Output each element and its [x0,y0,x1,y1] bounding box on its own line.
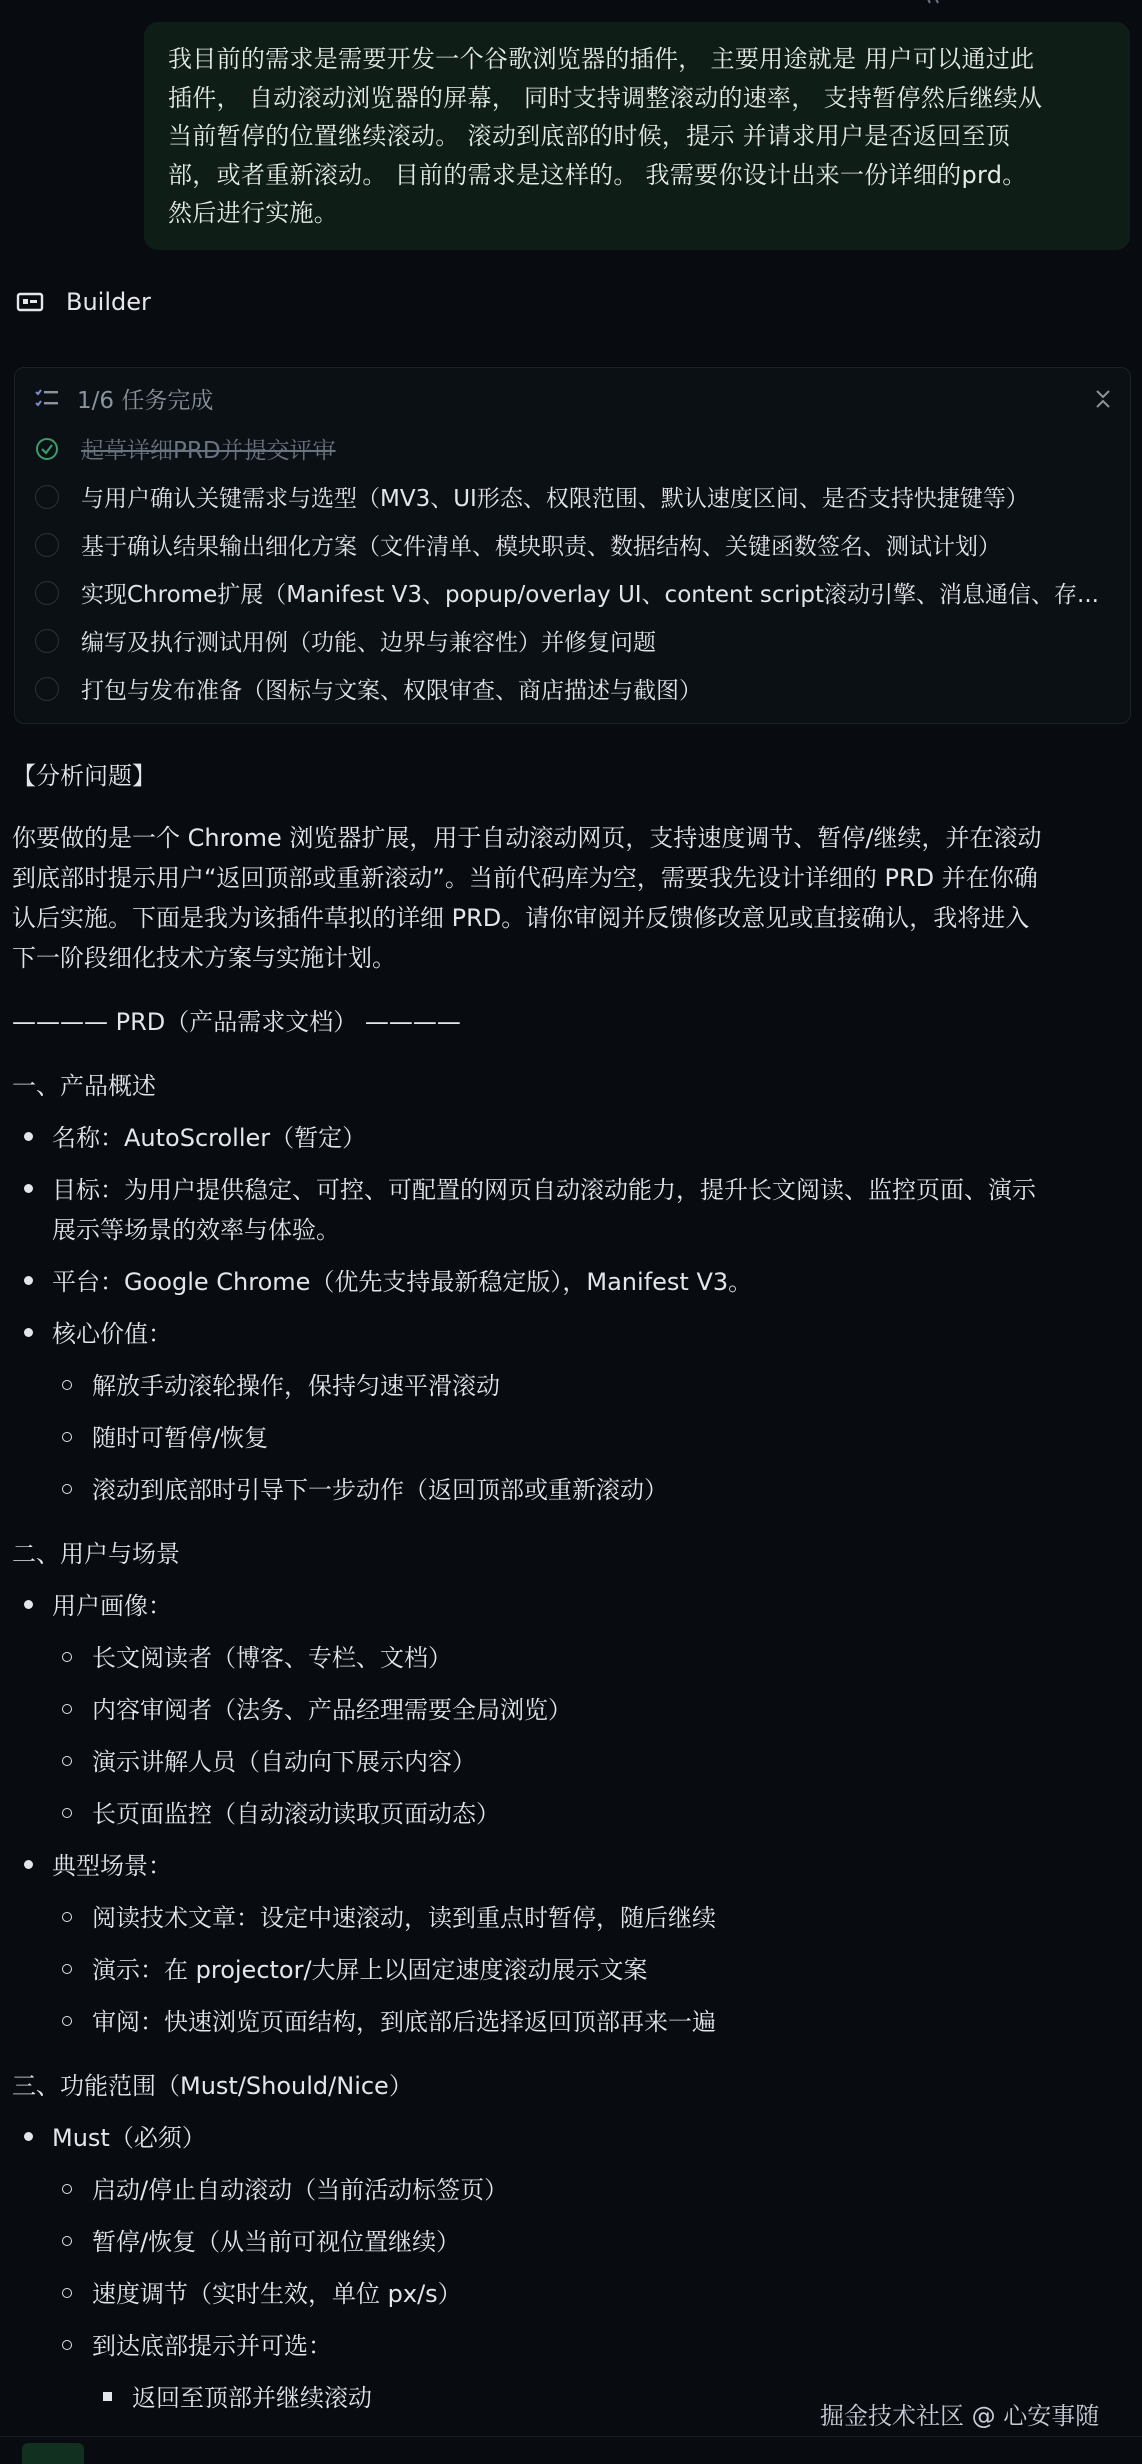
pending-circle-icon [35,629,59,653]
bullet-ring [62,1652,72,1662]
sub-list-item: 随时可暂停/恢复 [92,1424,269,1452]
collapse-icon[interactable] [1094,388,1112,410]
sub-list-item: 长页面监控（自动滚动读取页面动态） [92,1800,500,1828]
list-item: 用户画像： [52,1592,172,1620]
bullet-ring [62,2340,72,2350]
list-item: 名称：AutoScroller（暂定） [52,1124,367,1152]
list-item: 平台：Google Chrome（优先支持最新稳定版），Manifest V3。 [52,1268,753,1296]
sub-list-item: 内容审阅者（法务、产品经理需要全局浏览） [92,1696,572,1724]
watermark: 掘金技术社区 @ 心安事随 [820,2402,1100,2430]
list-item: 目标：为用户提供稳定、可控、可配置的网页自动滚动能力，提升长文阅读、监控页面、演示 [52,1176,1036,1204]
task-item [35,624,656,657]
builder-label: Builder [66,288,151,316]
bullet-ring [62,1704,72,1714]
task-progress-panel [14,367,1131,724]
pending-circle-icon [35,581,59,605]
prd-title: ———— PRD（产品需求文档） ———— [12,1008,461,1036]
user-message-line: 当前暂停的位置继续滚动。 滚动到底部的时候，提示 并请求用户是否返回至顶 [168,122,1011,150]
task-item [35,576,1099,609]
task-label: 起草详细PRD并提交评审 [81,438,336,464]
task-progress-summary: 1/6 任务完成 [77,388,214,414]
intro-line: 你要做的是一个 Chrome 浏览器扩展，用于自动滚动网页，支持速度调节、暂停/继续，并在滚动 [12,824,1042,852]
user-message-line: 然后进行实施。 [168,199,339,227]
check-circle-icon [35,437,59,461]
task-item [35,672,702,705]
user-message-line: 部，或者重新滚动。 目前的需求是这样的。 我需要你设计出来一份详细的prd。 [168,160,1027,189]
list-item: 典型场景： [52,1852,172,1880]
bullet-ring [62,2016,72,2026]
intro-line: 认后实施。下面是我为该插件草拟的详细 PRD。请你审阅并反馈修改意见或直接确认，我将进入 [12,904,1030,932]
section-heading: 二、用户与场景 [12,1540,180,1568]
bullet-dot [24,2132,33,2141]
bullet-ring [62,1432,72,1442]
builder-agent-label [16,288,151,316]
sub-list-item: 暂停/恢复（从当前可视位置继续） [92,2228,461,2256]
sub-list-item: 解放手动滚轮操作，保持匀速平滑滚动 [92,1372,500,1400]
checklist-icon [35,388,59,410]
bullet-ring [62,1964,72,1974]
sub-list-item: 启动/停止自动滚动（当前活动标签页） [92,2176,509,2204]
bullet-ring [62,1380,72,1390]
pending-circle-icon [35,533,59,557]
sub-list-item: 演示讲解人员（自动向下展示内容） [92,1748,476,1776]
intro-line: 下一阶段细化技术方案与实施计划。 [12,944,396,972]
task-label: 基于确认结果输出细化方案（文件清单、模块职责、数据结构、关键函数签名、测试计划） [81,534,1001,560]
task-label: 实现Chrome扩展（Manifest V3、popup/overlay UI、content script滚动引擎、消息通信、存... [81,582,1099,608]
task-item [35,480,1029,513]
bullet-dot [24,1600,33,1609]
intro-line: 到底部时提示用户“返回顶部或重新滚动”。当前代码库为空，需要我先设计详细的 PRD 并在你确 [12,864,1038,892]
task-label: 打包与发布准备（图标与文案、权限审查、商店描述与截图） [81,678,702,704]
bullet-ring [62,2288,72,2298]
bullet-ring [62,2184,72,2194]
task-label: 编写及执行测试用例（功能、边界与兼容性）并修复问题 [81,630,656,656]
input-bar-chip[interactable] [22,2443,84,2464]
pending-circle-icon [35,677,59,701]
user-message-line: 插件， 自动滚动浏览器的屏幕， 同时支持调整滚动的速率， 支持暂停然后继续从 [168,83,1043,112]
input-bar-edge [0,2436,1142,2464]
user-message-bubble [144,22,1130,250]
task-item [35,432,336,465]
pending-circle-icon [35,485,59,509]
list-item-continuation: 展示等场景的效率与体验。 [52,1216,340,1244]
bullet-square [103,2392,112,2401]
bullet-dot [24,1184,33,1193]
sub-list-item: 速度调节（实时生效，单位 px/s） [92,2280,462,2308]
section-heading: 一、产品概述 [12,1072,156,1100]
bullet-ring [62,1808,72,1818]
sub-list-item: 演示：在 projector/大屏上以固定速度滚动展示文案 [92,1956,648,1984]
bullet-ring [62,1756,72,1766]
bullet-dot [24,1860,33,1869]
task-item [35,528,1001,561]
top-edge-icon [920,0,960,6]
section-heading: 三、功能范围（Must/Should/Nice） [12,2072,413,2100]
bullet-ring [62,1912,72,1922]
list-item: Must（必须） [52,2124,206,2152]
list-item: 核心价值： [52,1320,172,1348]
terminal-icon [16,290,44,314]
sub-sub-list-item: 返回至顶部并继续滚动 [132,2384,372,2412]
sub-list-item: 到达底部提示并可选： [92,2332,332,2360]
bullet-dot [24,1328,33,1337]
sub-list-item: 审阅：快速浏览页面结构，到底部后选择返回顶部再来一遍 [92,2008,716,2036]
sub-list-item: 长文阅读者（博客、专栏、文档） [92,1644,452,1672]
user-message-line: 我目前的需求是需要开发一个谷歌浏览器的插件， 主要用途就是 用户可以通过此 [168,45,1035,73]
analysis-heading: 【分析问题】 [12,762,156,790]
bullet-ring [62,1484,72,1494]
bullet-dot [24,1132,33,1141]
task-label: 与用户确认关键需求与选型（MV3、UI形态、权限范围、默认速度区间、是否支持快捷键等） [81,486,1029,512]
sub-list-item: 阅读技术文章：设定中速滚动，读到重点时暂停，随后继续 [92,1904,716,1932]
bullet-ring [62,2236,72,2246]
task-progress-header[interactable] [35,382,213,415]
bullet-dot [24,1276,33,1285]
sub-list-item: 滚动到底部时引导下一步动作（返回顶部或重新滚动） [92,1476,668,1504]
